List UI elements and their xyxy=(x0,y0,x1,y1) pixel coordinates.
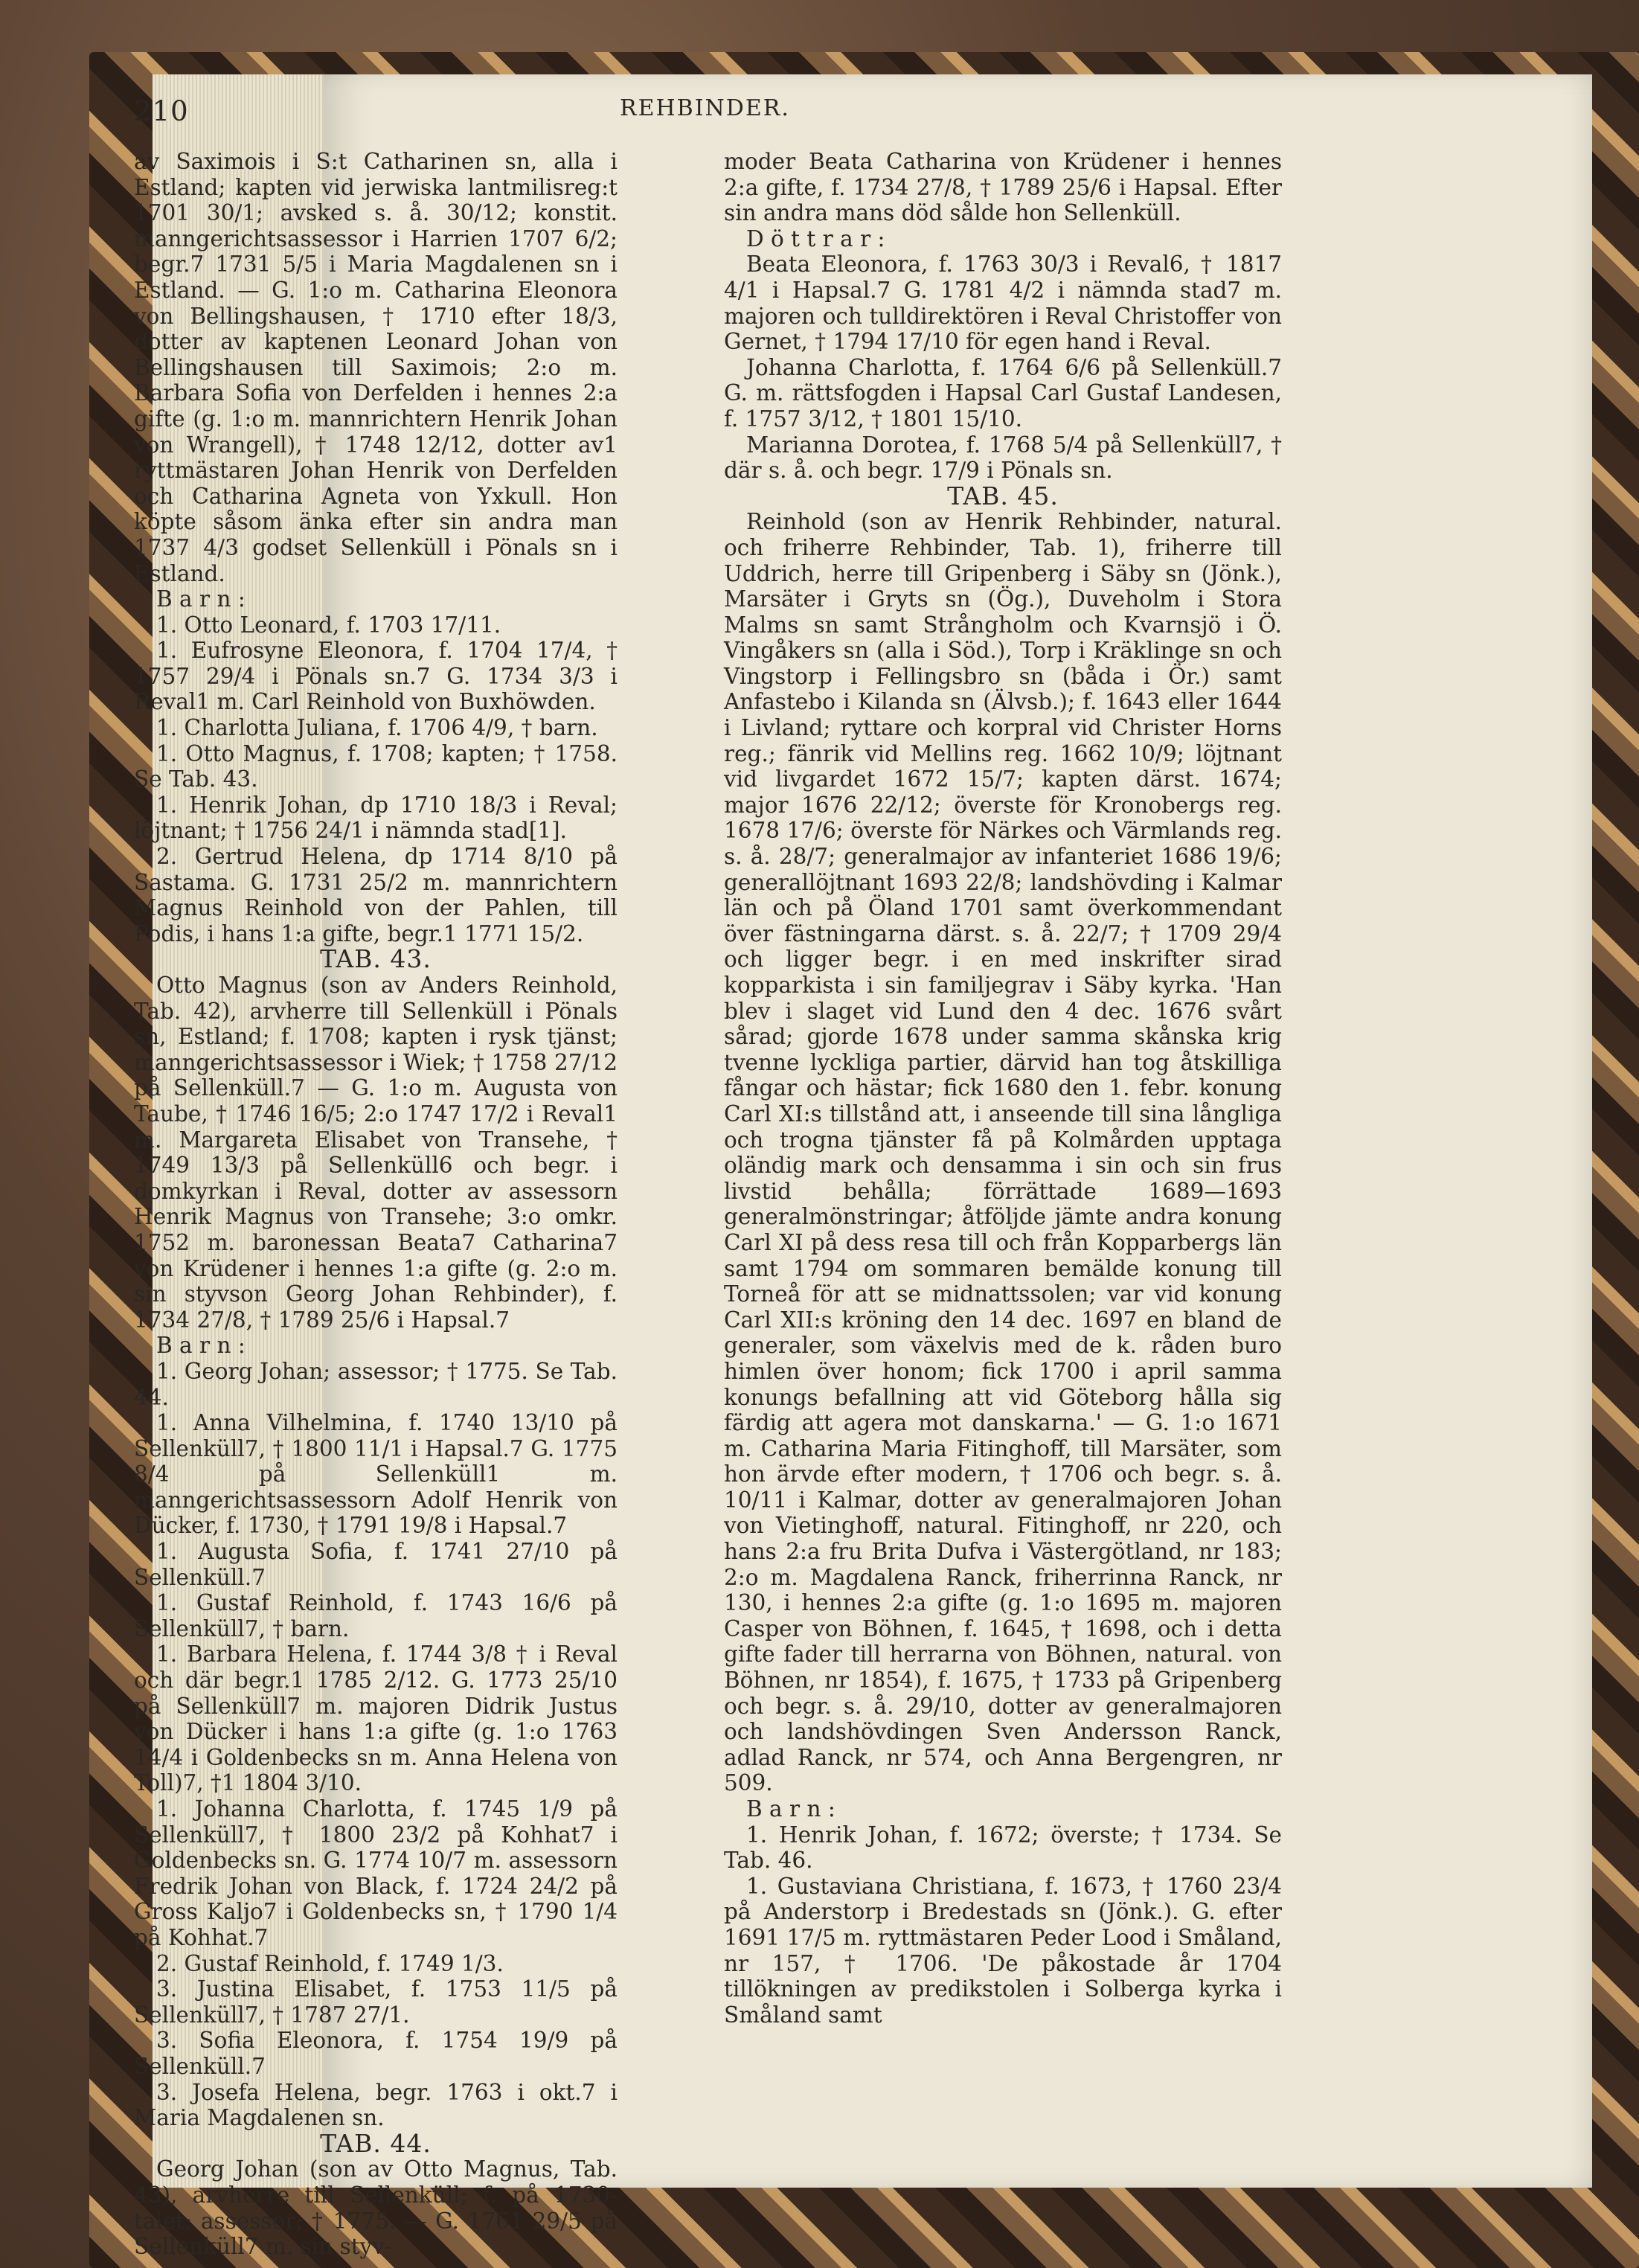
paragraph: 1. Johanna Charlotta, f. 1745 1/9 på Sellenküll7, † 1800 23/2 på Kohhat7 i Goldenbecks sn. G. 1774 10/7 m. assessorn Fredrik Johan von Black, f. 1724 24/2 på Gross Kaljo7 i Goldenbecks sn, † 1790 1/4 på Kohhat.7 xyxy=(134,1796,618,1950)
paragraph: 1. Georg Johan; assessor; † 1775. Se Tab. 44. xyxy=(134,1358,618,1410)
page-number: 210 xyxy=(134,95,189,127)
right-column xyxy=(724,149,1282,2028)
table-heading: TAB. 45. xyxy=(947,481,1059,510)
table-heading: TAB. 43. xyxy=(320,944,432,974)
paragraph: Georg Johan (son av Otto Magnus, Tab. 43), arvherre till Sellenküll; f. på 1730-talet; assessor; † 1775. — G. 1761 29/5 på Sellenküll7 m. sin styv- xyxy=(134,2156,618,2260)
paragraph: 1. Otto Magnus, f. 1708; kapten; † 1758. Se Tab. 43. xyxy=(134,740,618,792)
paragraph: 1. Augusta Sofia, f. 1741 27/10 på Sellenküll.7 xyxy=(134,1539,618,1590)
paragraph: 1. Barbara Helena, f. 1744 3/8 † i Reval och där begr.1 1785 2/12. G. 1773 25/10 på Sellenküll7 m. majoren Didrik Justus von Dücker i hans 1:a gifte (g. 1:o 1763 14/4 i Goldenbecks sn m. Anna Helena von Toll)7, †1 1804 3/10. xyxy=(134,1641,618,1796)
paragraph: 1. Henrik Johan, dp 1710 18/3 i Reval; löjtnant; † 1756 24/1 i nämnda stad[1]. xyxy=(134,792,618,844)
paragraph: 1. Gustaviana Christiana, f. 1673, † 1760 23/4 på Anderstorp i Bredestads sn (Jönk.). G. efter 1691 17/5 m. ryttmästaren Peder Lood i Småland, nr 157, † 1706. 'De påkostade år 1704 tillökningen av predikstolen i Solberga kyrka i Småland samt xyxy=(724,1873,1282,2028)
paragraph: 1. Charlotta Juliana, f. 1706 4/9, † barn. xyxy=(156,715,598,741)
paragraph: 1. Gustaf Reinhold, f. 1743 16/6 på Sellenküll7, † barn. xyxy=(134,1590,618,1641)
subheading: B a r n : xyxy=(746,1796,835,1822)
paragraph: moder Beata Catharina von Krüdener i hennes 2:a gifte, f. 1734 27/8, † 1789 25/6 i Hapsal. Efter sin andra mans död sålde hon Sellenküll. xyxy=(724,149,1282,226)
paragraph: Johanna Charlotta, f. 1764 6/6 på Sellenküll.7 G. m. rättsfogden i Hapsal Carl Gustaf Landesen, f. 1757 3/12, † 1801 15/10. xyxy=(724,354,1282,432)
table-heading: TAB. 44. xyxy=(320,2128,432,2158)
paragraph: av Saximois i S:t Catharinen sn, alla i Estland; kapten vid jerwiska lantmilisreg:t 1701 30/1; avsked s. å. 30/12; konstit. manngerichtsassessor i Harrien 1707 6/2; begr.7 1731 5/5 i Maria Magdalenen sn i Estland. — G. 1:o m. Catharina Eleonora von Bellingshausen, † 1710 efter 18/3, dotter av kaptenen Leonard Johan von Bellingshausen till Saximois; 2:o m. Barbara Sofia von Derfelden i hennes 2:a gifte (g. 1:o m. mannrichtern Henrik Johan von Wrangell), † 1748 12/12, dotter av1 ryttmästaren Johan Henrik von Derfelden och Catharina Agneta von Yxkull. Hon köpte såsom änka efter sin andra man 1737 4/3 godset Sellenküll i Pönals sn i Estland. xyxy=(134,149,618,586)
paragraph: 1. Otto Leonard, f. 1703 17/11. xyxy=(156,612,501,638)
subheading: B a r n : xyxy=(156,586,246,612)
paragraph: Reinhold (son av Henrik Rehbinder, natural. och friherre Rehbinder, Tab. 1), friherre till Uddrich, herre till Gripenberg i Säby sn (Jönk.), Marsäter i Gryts sn (Ög.), Duveholm i Stora Malms sn samt Strångholm och Kvarnsjö i Ö. Vingåkers sn (alla i Söd.), Torp i Kräklinge sn och Vingstorp i Fellingsbro sn (båda i Ör.) samt Anfastebo i Kilanda sn (Älvsb.); f. 1643 eller 1644 i Livland; ryttare och korpral vid Christer Horns reg.; fänrik vid Mellins reg. 1662 10/9; löjtnant vid livgardet 1672 15/7; kapten därst. 1674; major 1676 22/12; överste för Kronobergs reg. 1678 17/6; överste för Närkes och Värmlands reg. s. å. 28/7; generalmajor av infanteriet 1686 19/6; generallöjtnant 1693 22/8; landshövding i Kalmar län och på Öland 1701 samt överkommendant över fästningarna därst. s. å. 22/7; † 1709 29/4 och ligger begr. i en med inskrifter sirad kopparkista i sin familjegrav i Säby kyrka. 'Han blev i slaget vid Lund den 4 dec. 1676 svårt sårad; gjorde 1678 under samma skånska krig tvenne lyckliga partier, därvid han tog åtskilliga fångar och hästar; fick 1680 den 1. febr. konung Carl XI:s tillstånd att, i anseende till sina långliga och trogna tjänster få på Kolmården upptaga oländig mark och densamma i sin och sin frus livstid behålla; förrättade 1689—1693 generalmönstringar; åtföljde jämte andra konung Carl XI på dess resa till och från Kopparbergs län samt 1794 om sommaren bemälde konung till Torneå för att se midnattssolen; var vid konung Carl XII:s kröning den 14 dec. 1697 en bland de generaler, som växelvis med de k. råden buro himlen över honom; fick 1700 i april samma konungs befallning att vid Göteborg hålla sig färdig att agera mot danskarna.' — G. 1:o 1671 m. Catharina Maria Fitinghoff, till Marsäter, som hon ärvde efter modern, † 1706 och begr. s. å. 10/11 i Kalmar, dotter av generalmajoren Johan von Vietinghoff, natural. Fitinghoff, nr 220, och hans 2:a fru Brita Dufva i Västergötland, nr 183; 2:o m. Magdalena Ranck, friherrinna Ranck, nr 130, i hennes 2:a gifte (g. 1:o 1695 m. majoren Casper von Böhnen, f. 1645, † 1698, och i detta gifte fader till herrarna von Böhnen, natural. von Böhnen, nr 1854), f. 1675, † 1733 på Gripenberg och begr. s. å. 29/10, dotter av generalmajoren och landshövdingen Sven Andersson Ranck, adlad Ranck, nr 574, och Anna Bergengren, nr 509. xyxy=(724,509,1282,1796)
paragraph: 1. Henrik Johan, f. 1672; överste; † 1734. Se Tab. 46. xyxy=(724,1822,1282,1874)
paragraph: 1. Anna Vilhelmina, f. 1740 13/10 på Sellenküll7, † 1800 11/1 i Hapsal.7 G. 1775 8/4 på Sellenküll1 m. manngerichtsassessorn Adolf Henrik von Dücker, f. 1730, † 1791 19/8 i Hapsal.7 xyxy=(134,1410,618,1539)
paragraph: 3. Josefa Helena, begr. 1763 i okt.7 i Maria Magdalenen sn. xyxy=(134,2079,618,2131)
running-title: REHBINDER. xyxy=(620,95,790,121)
subheading: D ö t t r a r : xyxy=(746,225,885,252)
left-column xyxy=(134,149,618,2260)
paragraph: 3. Sofia Eleonora, f. 1754 19/9 på Sellenküll.7 xyxy=(134,2028,618,2079)
paragraph: Beata Eleonora, f. 1763 30/3 i Reval6, † 1817 4/1 i Hapsal.7 G. 1781 4/2 i nämnda stad7 m. majoren och tulldirektören i Reval Christoffer von Gernet, † 1794 17/10 för egen hand i Reval. xyxy=(724,252,1282,355)
paragraph: 1. Eufrosyne Eleonora, f. 1704 17/4, † 1757 29/4 i Pönals sn.7 G. 1734 3/3 i Reval1 m. Carl Reinhold von Buxhöwden. xyxy=(134,638,618,715)
paragraph: Marianna Dorotea, f. 1768 5/4 på Sellenküll7, † där s. å. och begr. 17/9 i Pönals sn. xyxy=(724,432,1282,484)
subheading: B a r n : xyxy=(156,1333,246,1359)
paragraph: 3. Justina Elisabet, f. 1753 11/5 på Sellenküll7, † 1787 27/1. xyxy=(134,1976,618,2028)
paragraph: 2. Gertrud Helena, dp 1714 8/10 på Sastama. G. 1731 25/2 m. mannrichtern Magnus Reinhold von der Pahlen, till Podis, i hans 1:a gifte, begr.1 1771 15/2. xyxy=(134,844,618,946)
paragraph: 2. Gustaf Reinhold, f. 1749 1/3. xyxy=(156,1950,504,1976)
paragraph: Otto Magnus (son av Anders Reinhold, Tab. 42), arvherre till Sellenküll i Pönals sn, Estland; f. 1708; kapten i rysk tjänst; manngerichtsassessor i Wiek; † 1758 27/12 på Sellenküll.7 — G. 1:o m. Augusta von Taube, † 1746 16/5; 2:o 1747 17/2 i Reval1 m. Margareta Elisabet von Transehe, † 1749 13/3 på Sellenküll6 och begr. i domkyrkan i Reval, dotter av assessorn Henrik Magnus von Transehe; 3:o omkr. 1752 m. baronessan Beata7 Catharina7 von Krüdener i hennes 1:a gifte (g. 2:o m. sin styvson Georg Johan Rehbinder), f. 1734 27/8, † 1789 25/6 i Hapsal.7 xyxy=(134,973,618,1333)
